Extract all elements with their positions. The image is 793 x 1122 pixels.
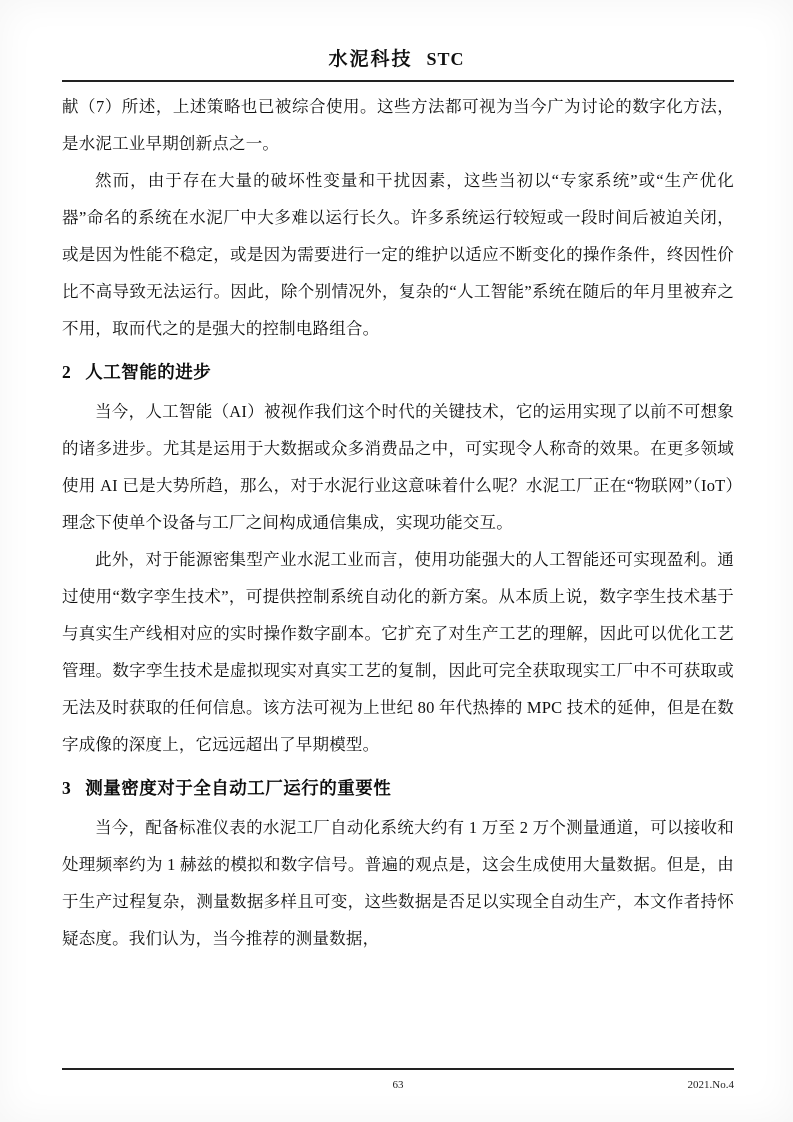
journal-abbreviation: STC xyxy=(426,49,465,69)
header-divider xyxy=(62,80,734,82)
section-heading-3 xyxy=(62,770,734,807)
section-title-2: 人工智能的进步 xyxy=(85,362,212,382)
paragraph-ai-progress: 当今，人工智能（AI）被视作我们这个时代的关键技术，它的运用实现了以前不可想象的诸多进步。尤其是运用于大数据或众多消费品之中，可实现令人称奇的效果。在更多领域使用 AI 已是大势所趋，那么，对于水泥行业这意味着什么呢？水泥工厂正在“物联网”（IoT）理念下使单个设备与工厂之间构成通信集成，实现功能交互。 xyxy=(62,402,734,532)
paragraph-legacy-systems: 然而，由于存在大量的破坏性变量和干扰因素，这些当初以“专家系统”或“生产优化器”命名的系统在水泥厂中大多难以运行长久。许多系统运行较短或一段时间后被迫关闭，或是因为性能不稳定，或是因为需要进行一定的维护以适应不断变化的操作条件，终因性价比不高导致无法运行。因此，除个别情况外，复杂的“人工智能”系统在随后的年月里被弃之不用，取而代之的是强大的控制电路组合。 xyxy=(62,171,734,338)
page-footer xyxy=(62,1079,734,1091)
section-number-3: 3 xyxy=(62,778,72,798)
page-number: 63 xyxy=(392,1079,404,1091)
paragraph-measurement-density: 当今，配备标准仪表的水泥工厂自动化系统大约有 1 万至 2 万个测量通道，可以接收和处理频率约为 1 赫兹的模拟和数字信号。普遍的观点是，这会生成使用大量数据。但是，由于生产过程复杂，测量数据多样且可变，这些数据是否足以实现全自动生产，本文作者持怀疑态度。我们认为，当今推荐的测量数据， xyxy=(62,818,734,948)
section-title-3: 测量密度对于全自动工厂运行的重要性 xyxy=(85,778,392,798)
issue-label: 2021.No.4 xyxy=(687,1079,734,1091)
section-number-2: 2 xyxy=(62,362,72,382)
page-content xyxy=(62,88,734,1053)
journal-title: 水泥科技 xyxy=(328,49,413,70)
paragraph-digital-twin: 此外，对于能源密集型产业水泥工业而言，使用功能强大的人工智能还可实现盈利。通过使用“数字孪生技术”，可提供控制系统自动化的新方案。从本质上说，数字孪生技术基于与真实生产线相对应的实时操作数字副本。它扩充了对生产工艺的理解，因此可以优化工艺管理。数字孪生技术是虚拟现实对真实工艺的复制，因此可完全获取现实工厂中不可获取或无法及时获取的任何信息。该方法可视为上世纪 80 年代热捧的 MPC 技术的延伸，但是在数字成像的深度上，它远远超出了早期模型。 xyxy=(62,550,734,754)
page-header xyxy=(0,44,793,71)
paragraph-continued: 献（7）所述，上述策略也已被综合使用。这些方法都可视为当今广为讨论的数字化方法，是水泥工业早期创新点之一。 xyxy=(62,97,734,153)
footer-divider xyxy=(62,1068,734,1070)
section-heading-2 xyxy=(62,354,734,391)
